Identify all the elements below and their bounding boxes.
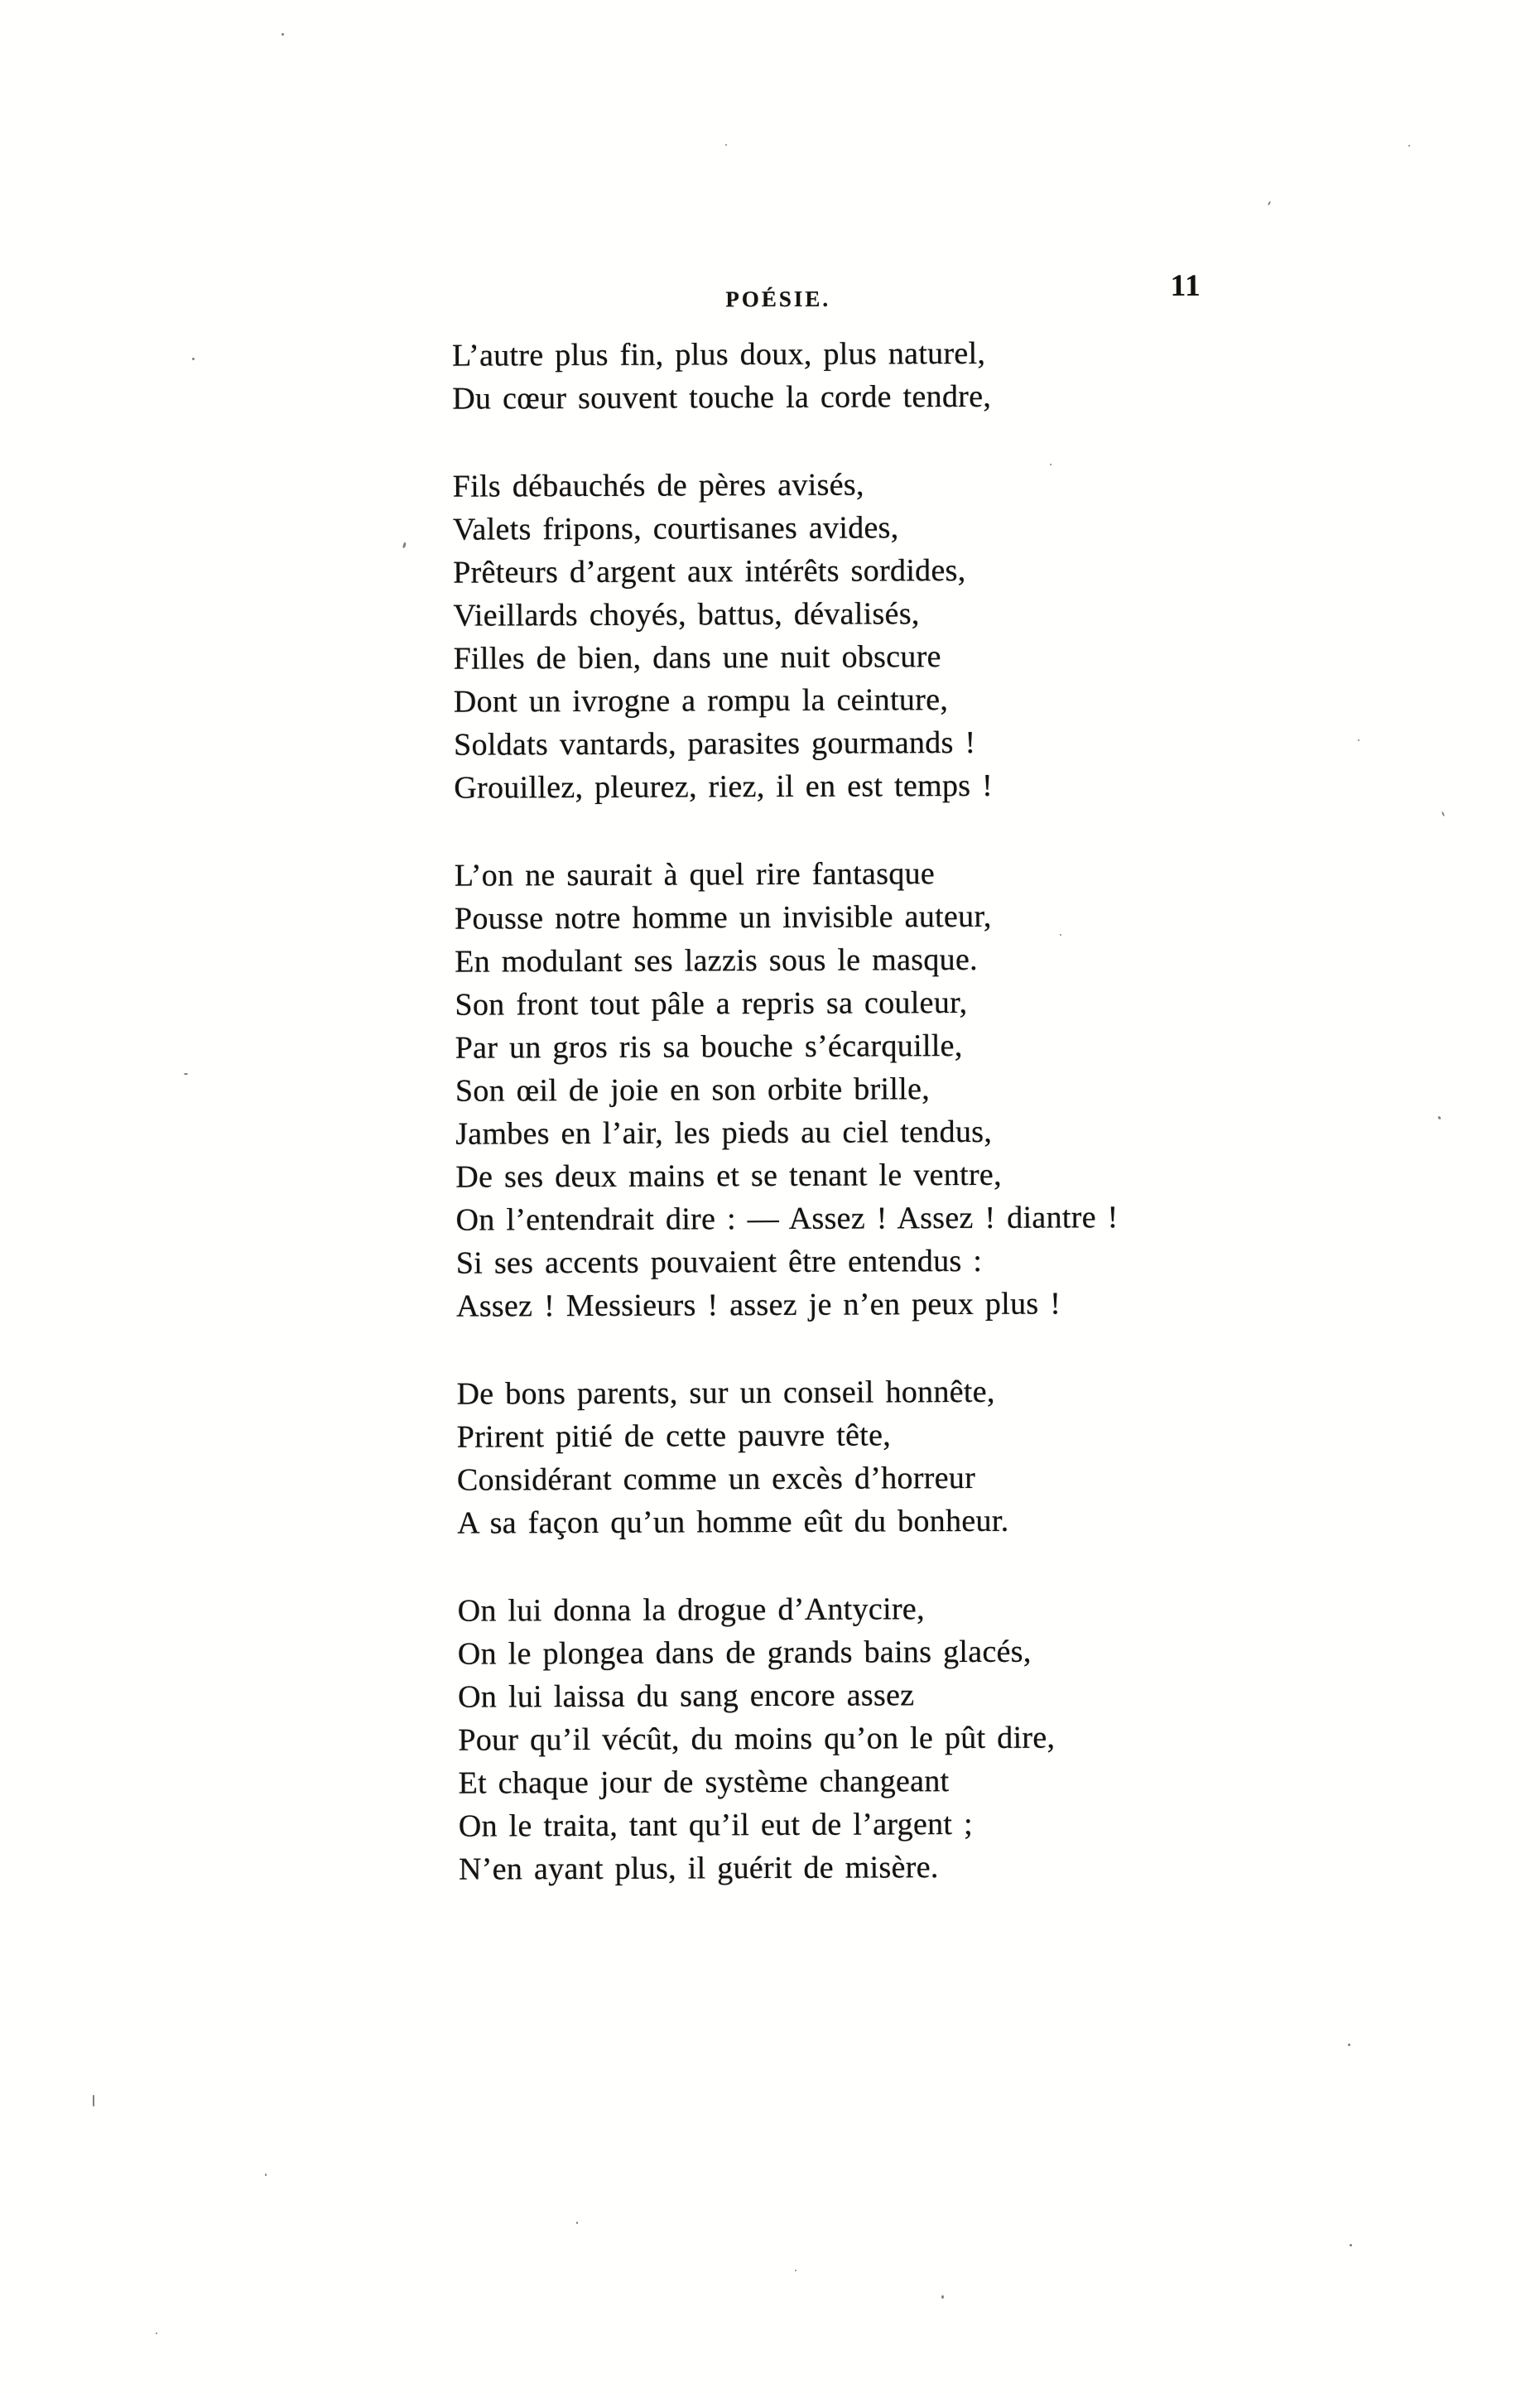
poem-line: Grouillez, pleurez, riez, il en est temps ! [454, 768, 994, 806]
poem-line: Dont un ivrogne a rompu la ceinture, [453, 682, 949, 720]
poem-line: Son œil de joie en son orbite brille, [455, 1071, 931, 1109]
poem [452, 331, 1121, 1890]
poem-line: Pour qu’il vécût, du moins qu’on le pût dire, [458, 1720, 1056, 1758]
poem-line: On l’entendrait dire : — Assez ! Assez ! diantre ! [455, 1200, 1119, 1238]
scan-speck [1408, 145, 1410, 147]
stanza-2 [453, 462, 1117, 809]
scan-speck [576, 2222, 578, 2224]
poem-line: L’on ne saurait à quel rire fantasque [454, 856, 936, 893]
poem-line: On lui donna la drogue d’Antycire, [457, 1591, 925, 1629]
poem-line: Assez ! Messieurs ! assez je n’en peux plus ! [455, 1286, 1061, 1324]
page-number: 11 [1170, 268, 1201, 303]
poem-line: Par un gros ris sa bouche s’écarquille, [455, 1028, 963, 1066]
scan-speck [156, 2333, 157, 2334]
poem-line: Fils débauchés de pères avisés, [452, 467, 864, 504]
poem-line: L’autre plus fin, plus doux, plus naturel, [451, 335, 986, 373]
poem-line: Filles de bien, dans une nuit obscure [453, 639, 941, 676]
scan-speck [941, 2295, 944, 2299]
poem-line: Valets fripons, courtisanes avides, [452, 510, 899, 547]
poem-line: N’en ayant plus, il guérit de misère. [458, 1850, 939, 1887]
scan-speck [282, 33, 284, 36]
poem-line: On le traita, tant qu’il eut de l’argent ; [458, 1806, 973, 1844]
scan-speck [1348, 2044, 1350, 2046]
stanza-1 [452, 331, 1114, 420]
poem-line: A sa façon qu’un homme eût du bonheur. [457, 1503, 1009, 1541]
scan-speck [725, 144, 727, 146]
scan-speck [192, 358, 195, 360]
poem-line: Pousse notre homme un invisible auteur, [454, 898, 992, 936]
running-header: POÉSIE. [725, 286, 831, 312]
stanza-3 [455, 851, 1119, 1327]
poem-line: Si ses accents pouvaient être entendus : [455, 1243, 983, 1281]
poem-line: Soldats vantards, parasites gourmands ! [453, 725, 976, 763]
poem-line: Jambes en l’air, les pieds au ciel tendus, [455, 1114, 993, 1152]
poem-line: Son front tout pâle a repris sa couleur, [455, 985, 968, 1023]
scan-speck [1060, 934, 1061, 936]
scan-speck [184, 1073, 188, 1075]
scan-speck [1050, 464, 1052, 465]
stanza-4 [456, 1370, 1119, 1544]
poem-line: Prirent pitié de cette pauvre tête, [456, 1418, 892, 1455]
poem-line: En modulant ses lazzis sous le masque. [455, 941, 979, 980]
poem-line: On lui laissa du sang encore assez [458, 1678, 915, 1715]
poem-line: On le plongea dans de grands bains glacés, [457, 1634, 1032, 1672]
poem-line: Vieillards choyés, battus, dévalisés, [453, 596, 920, 633]
scan-speck [1358, 739, 1360, 741]
poem-line: Du cœur souvent touche la corde tendre, [452, 378, 992, 416]
poem-line: De bons parents, sur un conseil honnête, [456, 1374, 995, 1412]
poem-line: De ses deux mains et se tenant le ventre, [455, 1157, 1002, 1195]
stanza-5 [458, 1587, 1122, 1890]
poem-line: Considérant comme un excès d’horreur [456, 1460, 976, 1498]
scan-speck [1350, 2244, 1352, 2246]
scan-speck [795, 2270, 796, 2271]
scan-speck [265, 2174, 267, 2176]
poem-line: Et chaque jour de système changeant [458, 1764, 950, 1801]
poem-line: Prêteurs d’argent aux intérêts sordides, [453, 552, 966, 590]
scan-speck [93, 2095, 94, 2107]
